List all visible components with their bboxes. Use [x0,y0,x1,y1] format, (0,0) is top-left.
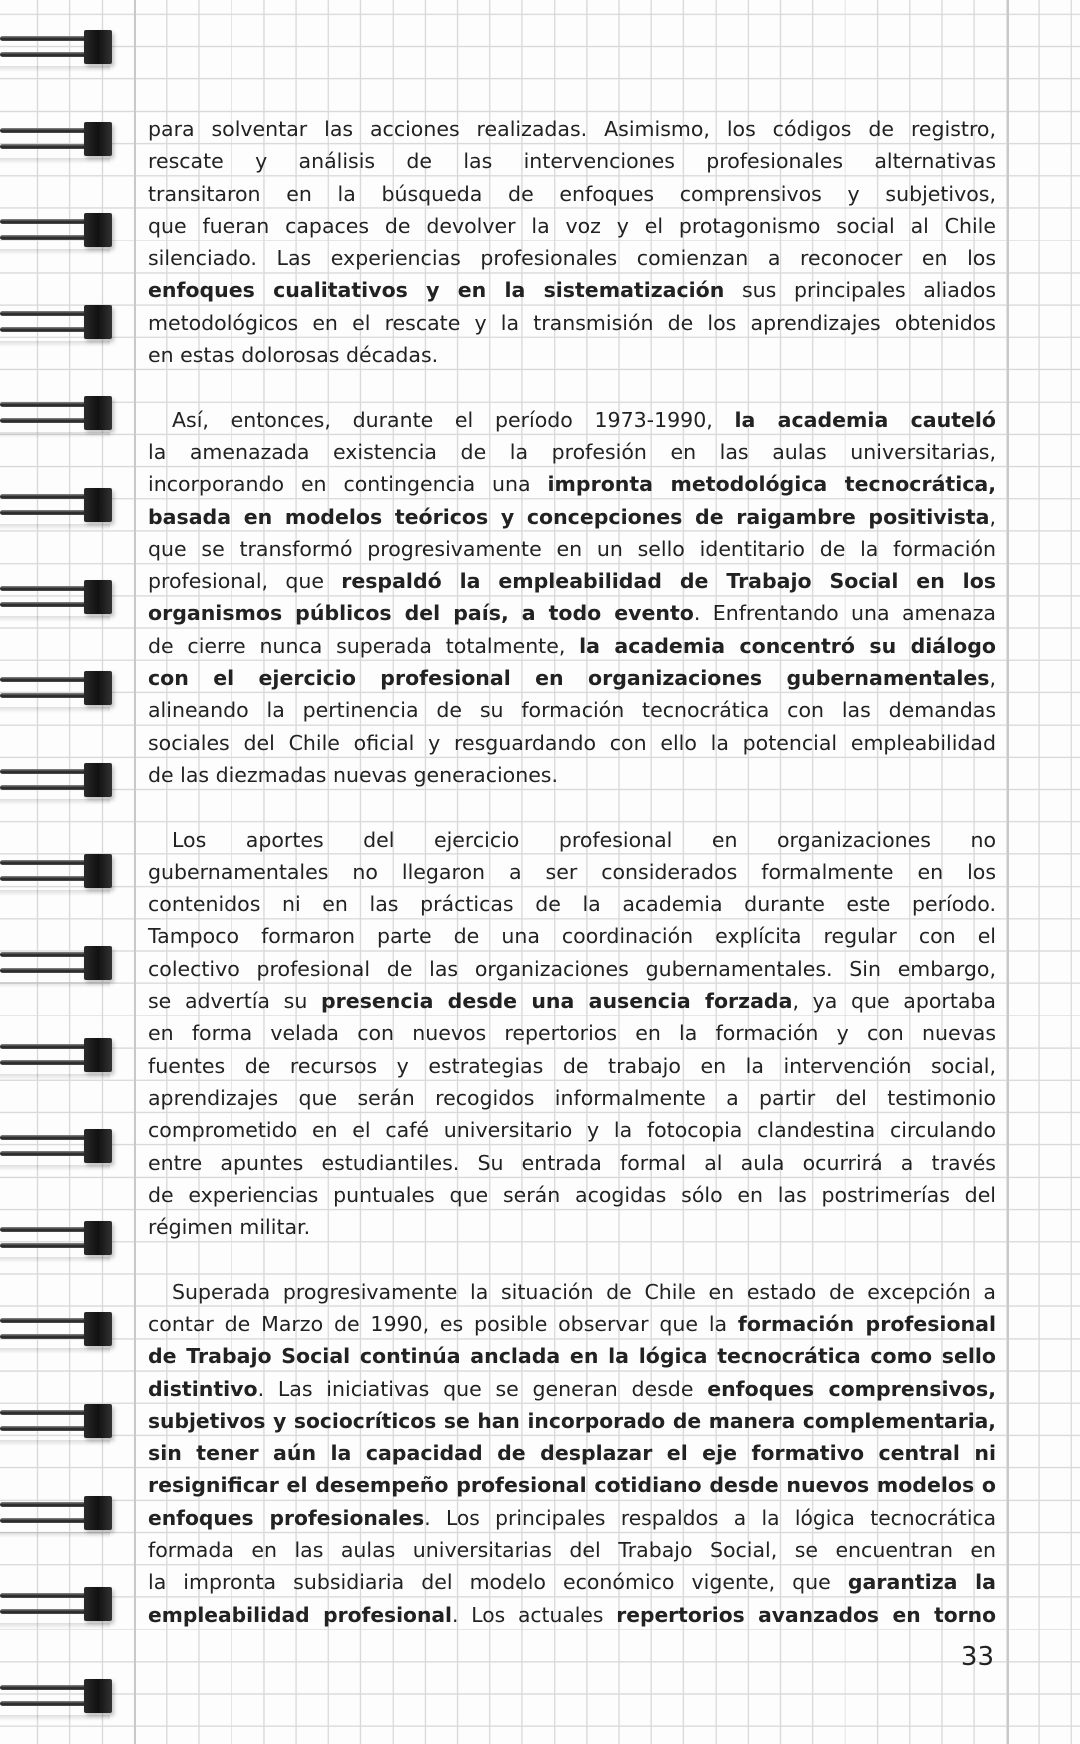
text-line [148,1082,996,1114]
paragraph [148,1276,996,1631]
text-segment: gubernamentales no llegaron a ser considerados formalmente en los [148,859,996,884]
spiral-ring-icon [0,303,116,341]
text-segment: de las diezmadas nuevas generaciones. [148,762,558,787]
text-line [148,1211,996,1243]
bold-text: de Trabajo Social continúa anclada en la lógica tecnocrática como sello [148,1344,996,1369]
text-line [148,1405,996,1437]
text-segment: Superada progresivamente la situación de Chile en estado de excepción a [172,1279,996,1304]
text-line [148,727,996,759]
text-segment: que se transformó progresivamente en un sello identitario de la formación [148,536,996,561]
text-line [148,307,996,339]
text-segment: sociales del Chile oficial y resguardando con ello la potencial empleabilidad [148,730,996,755]
text-segment: , ya que aportaba [792,989,996,1014]
text-segment: formada en las aulas universitarias del Trabajo Social, se encuentran en [148,1538,996,1563]
text-line [148,1437,996,1469]
text-line [148,242,996,274]
text-segment: la amenazada existencia de la profesión en las aulas universitarias, [148,439,996,464]
text-segment: Tampoco formaron parte de una coordinación explícita regular con el [148,924,996,949]
text-segment: de cierre nunca superada totalmente, [148,633,580,658]
bold-text: sin tener aún la capacidad de desplazar el eje formativo central ni [148,1441,996,1466]
text-line [148,1308,996,1340]
body-text [148,113,996,1663]
text-segment: la impronta subsidiaria del modelo económico vigente, que [148,1570,848,1595]
text-line [148,888,996,920]
bold-text: respaldó la empleabilidad de Trabajo Social en los [341,569,996,594]
bold-text: la academia cauteló [734,407,996,432]
text-segment: contenidos ni en las prácticas de la academia durante este período. [148,892,996,917]
bold-text: basada en modelos teóricos y concepciones de raigambre positivista [148,504,990,529]
text-segment: para solventar las acciones realizadas. Asimismo, los códigos de registro, [148,117,996,141]
bold-text: distintivo [148,1376,258,1401]
text-segment: alineando la pertinencia de su formación tecnocrática con las demandas [148,698,996,723]
text-segment: , [989,666,996,691]
text-segment: en estas dolorosas décadas. [148,343,439,368]
bold-text: enfoques cualitativos y en la sistematización [148,278,725,303]
bold-text: garantiza la [847,1570,996,1595]
spiral-ring-icon [0,852,116,890]
text-line [148,339,996,371]
bold-text: impronta metodológica tecnocrática, [547,472,996,497]
text-line [148,501,996,533]
text-segment: se advertía su [148,989,321,1014]
text-segment: contar de Marzo de 1990, es posible observar que la [148,1311,738,1336]
text-line [148,404,996,436]
bold-text: presencia desde una ausencia forzada [321,989,793,1014]
text-line [148,1179,996,1211]
text-line [148,1502,996,1534]
text-line [148,533,996,565]
text-line [148,1469,996,1501]
text-segment: . Los actuales [451,1602,617,1627]
bold-text: organismos públicos del país, a todo evento [148,601,694,626]
bold-text: formación profesional [737,1311,996,1336]
text-line [148,953,996,985]
text-segment: , [989,504,996,529]
spiral-ring-icon [0,1585,116,1623]
text-line [148,597,996,629]
spiral-ring-icon [0,944,116,982]
text-line [148,1114,996,1146]
text-segment: régimen militar. [148,1215,311,1240]
spiral-ring-icon [0,1402,116,1440]
text-segment: . Enfrentando una amenaza [693,601,996,626]
text-line [148,1017,996,1049]
text-line [148,630,996,662]
text-segment: rescate y análisis de las intervenciones profesionales alternativas [148,149,996,174]
spiral-ring-icon [0,486,116,524]
bold-text: resignificar el desempeño profesional cotidiano desde nuevos modelos o [148,1473,996,1498]
spiral-ring-icon [0,761,116,799]
text-line [148,1340,996,1372]
spiral-ring-icon [0,1494,116,1532]
text-segment: Los aportes del ejercicio profesional en organizaciones no [172,827,996,852]
text-line [148,178,996,210]
text-segment: metodológicos en el rescate y la transmisión de los aprendizajes obtenidos [148,310,996,335]
text-line [148,662,996,694]
spiral-ring-icon [0,1127,116,1165]
text-segment: fuentes de recursos y estrategias de trabajo en la intervención social, [148,1053,996,1078]
spiral-ring-icon [0,28,116,66]
text-segment: comprometido en el café universitario y la fotocopia clandestina circulando [148,1118,996,1143]
bold-text: enfoques comprensivos, [707,1376,996,1401]
bold-text: empleabilidad profesional [148,1602,452,1627]
text-line [148,824,996,856]
paragraph [148,824,996,1244]
paragraph [148,113,996,371]
spiral-ring-icon [0,211,116,249]
text-line [148,856,996,888]
text-segment: transitaron en la búsqueda de enfoques comprensivos y subjetivos, [148,181,996,206]
right-margin-line [1007,0,1009,1744]
text-segment: . Las iniciativas que se generan desde [257,1376,708,1401]
left-margin-line [134,0,136,1744]
spiral-ring-icon [0,1310,116,1348]
text-line [148,985,996,1017]
text-line [148,145,996,177]
text-line [148,1050,996,1082]
text-segment: sus principales aliados [724,278,996,303]
spiral-ring-icon [0,1036,116,1074]
text-segment: entre apuntes estudiantiles. Su entrada formal al aula ocurrirá a través [148,1150,996,1175]
text-segment: profesional, que [148,569,342,594]
bold-text: con el ejercicio profesional en organizaciones gubernamentales [148,666,990,691]
text-line [148,1373,996,1405]
text-segment: . Los principales respaldos a la lógica tecnocrática [424,1505,996,1530]
text-line [148,1147,996,1179]
text-line [148,1599,996,1631]
text-line [148,759,996,791]
text-segment: Así, entonces, durante el período 1973-1990, [172,407,735,432]
spiral-ring-icon [0,1219,116,1257]
text-line [148,436,996,468]
spiral-ring-icon [0,394,116,432]
paragraph [148,404,996,792]
text-line [148,468,996,500]
text-segment: en forma velada con nuevos repertorios en la formación y con nuevas [148,1021,996,1046]
text-line [148,694,996,726]
text-line [148,920,996,952]
text-segment: aprendizajes que serán recogidos informalmente a partir del testimonio [148,1085,996,1110]
text-line [148,1276,996,1308]
bold-text: la academia concentró su diálogo [579,633,996,658]
text-segment: colectivo profesional de las organizaciones gubernamentales. Sin embargo, [148,956,996,981]
spiral-ring-icon [0,1677,116,1715]
text-line [148,1566,996,1598]
spiral-ring-icon [0,120,116,158]
text-segment: de experiencias puntuales que serán acogidas sólo en las postrimerías del [148,1182,996,1207]
text-segment: que fueran capaces de devolver la voz y el protagonismo social al Chile [148,213,996,238]
text-line [148,274,996,306]
spiral-ring-icon [0,669,116,707]
text-line [148,210,996,242]
text-segment: silenciado. Las experiencias profesionales comienzan a reconocer en los [148,246,996,271]
text-line [148,113,996,145]
bold-text: enfoques profesionales [148,1505,425,1530]
text-segment: incorporando en contingencia una [148,472,548,497]
bold-text: repertorios avanzados en torno [616,1602,996,1627]
bold-text: subjetivos y sociocríticos se han incorporado de manera complementaria, [148,1408,996,1433]
text-line [148,565,996,597]
text-line [148,1534,996,1566]
page-number: 33 [960,1642,994,1672]
spiral-ring-icon [0,578,116,616]
